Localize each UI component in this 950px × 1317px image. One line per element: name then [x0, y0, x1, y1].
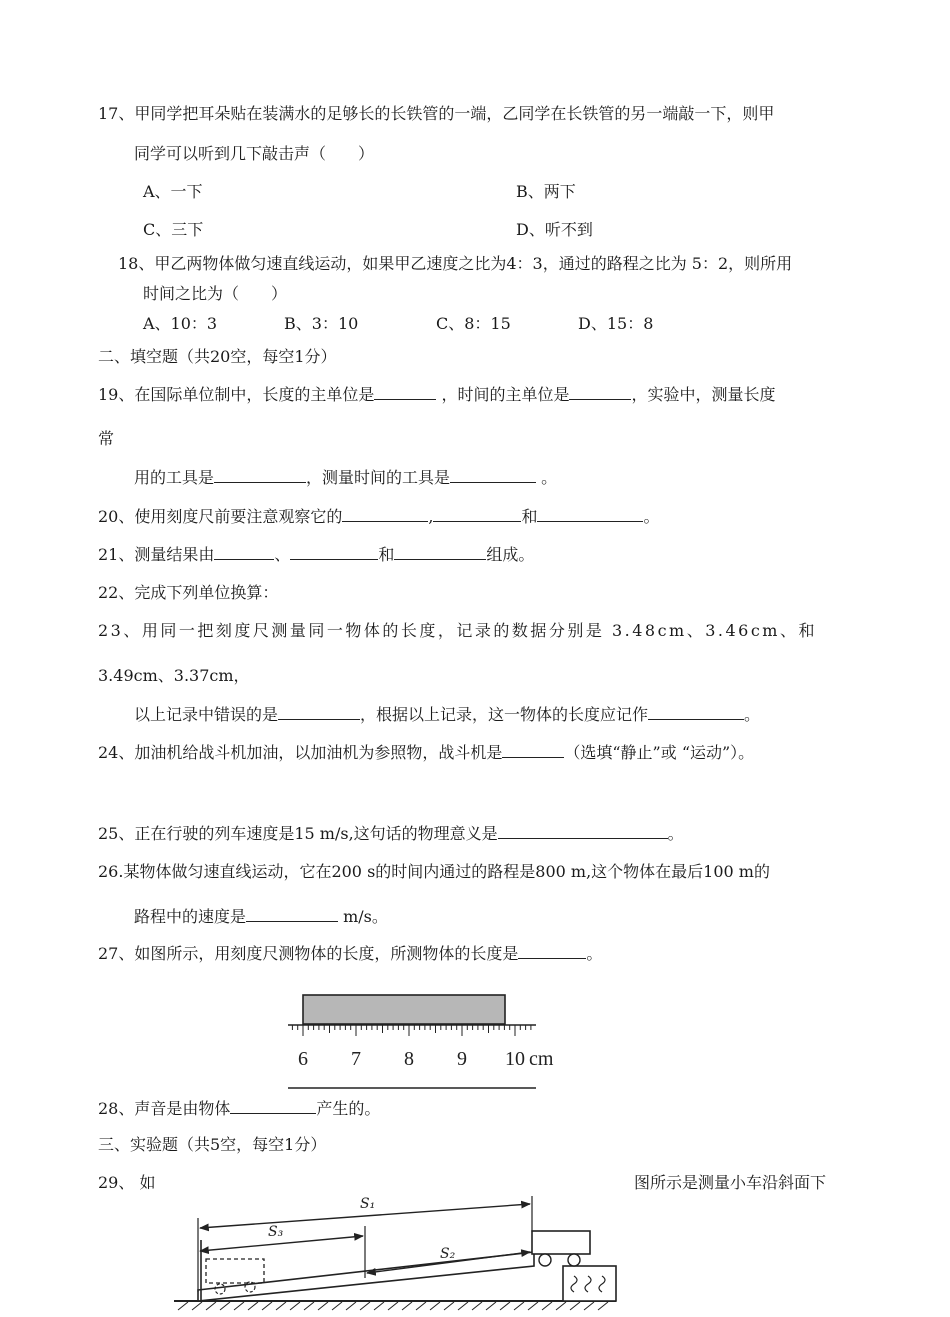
q28-text-2: 产生的。 — [316, 1099, 381, 1118]
ruler-label-6: 6 — [298, 1048, 308, 1070]
section-experiment-title: 三、实验题（共5空，每空1分） — [98, 1135, 327, 1154]
ground-hatching — [178, 1302, 608, 1310]
q19-text-4: 用的工具是 — [134, 468, 215, 487]
q21-blank-1[interactable] — [214, 543, 274, 560]
q21-text-3: 和 — [378, 545, 395, 564]
q19-line3 — [134, 466, 557, 489]
section-fill-in-title: 二、填空题（共20空，每空1分） — [98, 347, 337, 366]
q20-text-4: 。 — [643, 507, 660, 526]
q23-blank-wrong-record[interactable] — [278, 703, 360, 720]
q28-text-1: 28、声音是由物体 — [98, 1099, 231, 1118]
q19-blank-length-tool[interactable] — [214, 466, 306, 483]
q26-blank[interactable] — [246, 905, 338, 922]
ruler-ticks — [292, 1025, 531, 1036]
q18-option-d: D、15：8 — [578, 314, 654, 333]
q24-line — [98, 741, 754, 764]
q23-line1: 23、用同一把刻度尺测量同一物体的长度，记录的数据分别是 3.48cm、3.46cm、和 — [98, 621, 817, 640]
q23-text-1: 以上记录中错误的是 — [134, 705, 279, 724]
q21-line — [98, 543, 534, 566]
q19-text-3: ，实验中，测量长度 — [631, 385, 776, 404]
q27-blank[interactable] — [518, 942, 586, 959]
q25-text-1: 25、正在行驶的列车速度是15 m/s,这句话的物理意义是 — [98, 824, 498, 843]
q17-stem-line1: 17、甲同学把耳朵贴在装满水的足够长的长铁管的一端，乙同学在长铁管的另一端敲一下，则甲 — [98, 104, 775, 123]
s2-label: S₂ — [440, 1246, 456, 1262]
q29-text-right: 图所示是测量小车沿斜面下 — [634, 1173, 827, 1192]
q19-text-2: ，时间的主单位是 — [441, 385, 570, 404]
q19-blank-time-tool[interactable] — [450, 466, 536, 483]
q28-blank[interactable] — [230, 1097, 316, 1114]
q18-option-b: B、3：10 — [284, 314, 359, 333]
incline-figure — [170, 1196, 620, 1317]
q26-text-1: 路程中的速度是 — [134, 907, 247, 926]
q29-text-left: 29、 如 — [98, 1173, 156, 1192]
q26-text-2: m/s。 — [343, 907, 388, 926]
q23-text-3: 。 — [744, 705, 761, 724]
q28-line — [98, 1097, 380, 1120]
q24-text-1: 24、加油机给战斗机加油，以加油机为参照物，战斗机是 — [98, 743, 503, 762]
q19-blank-time-unit[interactable] — [569, 383, 631, 400]
q21-text-1: 21、测量结果由 — [98, 545, 215, 564]
q21-blank-2[interactable] — [290, 543, 378, 560]
q21-text-2: 、 — [274, 545, 291, 564]
cart-bottom-dashed — [206, 1259, 264, 1283]
q18-option-a: A、10：3 — [143, 314, 218, 333]
q23-line2: 3.49cm、3.37cm， — [98, 666, 250, 685]
q19-text-5: ，测量时间的工具是 — [306, 468, 451, 487]
ruler-labels — [298, 1048, 554, 1070]
q25-text-2: 。 — [667, 824, 684, 843]
q21-blank-3[interactable] — [394, 543, 486, 560]
q19-text-6: 。 — [541, 468, 558, 487]
q20-blank-1[interactable] — [342, 505, 428, 522]
q19-line2: 常 — [98, 429, 115, 448]
q20-text-3: 和 — [521, 507, 538, 526]
ruler-unit: cm — [529, 1048, 554, 1070]
q27-line — [98, 942, 602, 965]
q22-line: 22、完成下列单位换算： — [98, 583, 279, 602]
q20-text-1: 20、使用刻度尺前要注意观察它的 — [98, 507, 343, 526]
ruler-label-8: 8 — [404, 1048, 414, 1070]
ruler-label-9: 9 — [457, 1048, 467, 1070]
q26-line2 — [134, 905, 388, 928]
q23-text-2: ，根据以上记录，这一物体的长度应记作 — [360, 705, 649, 724]
q19-line1 — [98, 383, 776, 406]
q27-text-1: 27、如图所示，用刻度尺测物体的长度，所测物体的长度是 — [98, 944, 519, 963]
ruler-label-10: 10 — [505, 1048, 525, 1070]
q20-blank-2[interactable] — [433, 505, 521, 522]
q21-text-4: 组成。 — [486, 545, 535, 564]
q24-blank[interactable] — [502, 741, 564, 758]
measured-object — [303, 995, 505, 1024]
q20-line — [98, 505, 660, 528]
q19-blank-length-unit[interactable] — [374, 383, 436, 400]
q18-stem-line2: 时间之比为（ ） — [143, 284, 288, 303]
ruler-figure — [280, 988, 580, 1094]
q27-text-2: 。 — [586, 944, 603, 963]
q17-option-a: A、一下 — [143, 182, 203, 201]
q25-line — [98, 822, 684, 845]
s3-label: S₃ — [268, 1224, 284, 1240]
q20-text-2: , — [428, 507, 434, 526]
q18-stem-line1: 18、甲乙两物体做匀速直线运动，如果甲乙速度之比为4：3，通过的路程之比为 5：2，则所用 — [118, 254, 793, 273]
cart-wheel — [568, 1254, 580, 1266]
cart-wheel — [539, 1254, 551, 1266]
s1-label: S₁ — [360, 1196, 376, 1212]
q23-blank-length[interactable] — [648, 703, 744, 720]
q26-line1: 26.某物体做匀速直线运动，它在200 s的时间内通过的路程是800 m,这个物体在最后100 m的 — [98, 862, 770, 881]
q17-option-d: D、听不到 — [516, 220, 593, 239]
q24-text-2: （选填“静止”或 “运动”）。 — [564, 743, 755, 762]
q20-blank-3[interactable] — [537, 505, 643, 522]
cart-top — [532, 1231, 590, 1254]
ruler-label-7: 7 — [351, 1048, 361, 1070]
q18-option-c: C、8：15 — [436, 314, 511, 333]
q25-blank[interactable] — [498, 822, 668, 839]
q19-text-1: 19、在国际单位制中，长度的主单位是 — [98, 385, 375, 404]
q17-option-b: B、两下 — [516, 182, 576, 201]
q17-stem-line2: 同学可以听到几下敲击声（ ） — [134, 144, 375, 163]
q23-line3 — [134, 703, 760, 726]
q17-option-c: C、三下 — [143, 220, 204, 239]
